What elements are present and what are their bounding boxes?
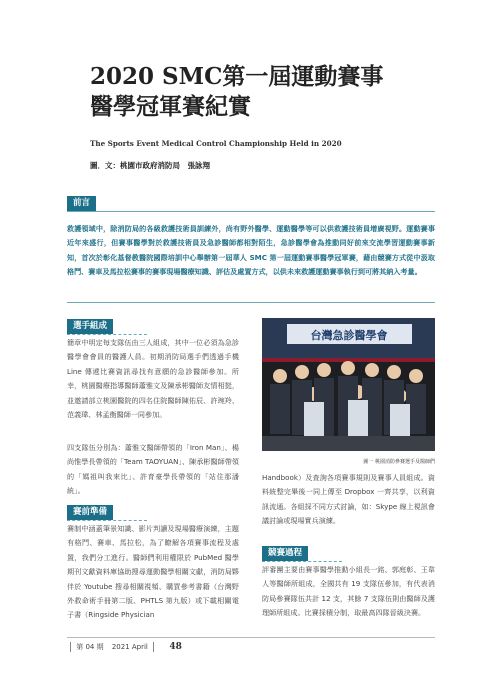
footer-divider [70,642,71,652]
prep-heading: 賽前準備 [67,505,113,520]
title-line-2: 醫學冠軍賽紀實 [90,93,251,120]
race-heading: 競賽過程 [262,546,308,561]
team-photo-illustration [262,318,435,451]
article-title [90,62,460,122]
footer-rule [67,637,435,638]
footer-date: 2021 April [111,643,148,651]
author-byline: 圖．文：桃園市政府消防局 張詠翔 [90,161,210,170]
team-photo [262,318,435,451]
page-footer [67,642,182,652]
team-paragraph-2: 四支隊伍分別為：蕭雅文醫師帶領的「Iron Man」、楊尚惟學長帶領的「Team TAOYUAN」、陳承彬醫師帶領的「媽祖叫我來比」、許育豪學長帶領的「站住那潘統」。 [67,443,239,496]
page-number: 48 [169,642,182,652]
preface-text: 救護領域中，除消防局的各級救護技術員訓練外，尚有野外醫學、運動醫學等可以供救護技術員增廣視野。運動賽事近年來盛行，但賽事醫學對於救護技術員及急診醫師都相對陌生，急診醫學會為推動同好前來交流學習運動賽事新知，首次於彰化基督教醫院國際培訓中心舉辦第一屆華人 SMC 第一屆運動賽事醫學冠軍賽，藉由競賽方式從中汲取格鬥、賽車及馬拉松賽事的賽事現場醫療知識、評估及處置方式，以供未來救護運動賽事執行到可將其納入考量。 [67,224,435,276]
team-separator [67,334,147,335]
article-subtitle: The Sports Event Medical Control Championship Held in 2020 [90,139,342,148]
photo-banner-text: 台灣急診醫學會 [310,329,388,342]
team-paragraph-1: 簡章中明定每支隊伍由三人組成，其中一位必須為急診醫學會會員的醫護人員。初期消防局選手們透過手機 Line 傳遞比賽資訊尋找有意願的急診醫師參加。所幸，桃園醫療指導醫師蕭雅文及陳承彬醫師友情相挺，並邀請部立桃園醫院的四名住院醫師陳佑辰、許琬羚、范義瑋、林孟衡醫師一同參加。 [67,338,239,420]
prep-paragraph: 賽制中涵蓋筆景知識、影片判讀及現場醫療演練，主題有格鬥、賽車、馬拉松，為了瞭解各項賽事流程及處置，我們分工進行。醫師們利用權限於 PubMed 醫學期刊文獻資料庫協助搜尋運動醫學相關文獻，消防局夥伴於 Youtube 搜尋相關視頻、購買參考書籍（台灣野外救命術手冊第二版、PHTLS 第九版）或下載相關電子書（Ringside Physician [67,524,239,620]
preface-heading: 前言 [67,196,96,211]
title-line-1: 2020 SMC第一屆運動賽事 [90,63,384,90]
preface-bottom-rule [67,302,435,303]
right-paragraph-1: Handbook）及查詢各項賽事規則及賽事人員組成。資料統整完畢後一同上傳至 Dropbox 一齊共享，以利資訊流通。各組採不同方式討論，如：Skype 線上視訊會議討論或現場實兵演練。 [262,473,435,526]
preface-top-rule [67,211,435,212]
footer-divider-2 [153,642,154,652]
team-heading: 選手組成 [67,319,113,334]
photo-caption: 圖一 桃園消防參賽選手及醫師們 [363,459,435,465]
race-paragraph: 評審團主要由賽事醫學推動小組長一銘、郭庭彰、王韋人等醫師所組成，全國共有 19 支隊伍參加，有代表消防局參賽隊伍共計 12 支，其餘 7 支隊伍則由醫師及護理師所組成。比賽採積分制，取最高四隊晉級決賽。 [262,565,435,618]
race-separator [262,561,342,562]
prep-separator [67,520,147,521]
footer-issue: 第 04 期 [76,643,104,651]
